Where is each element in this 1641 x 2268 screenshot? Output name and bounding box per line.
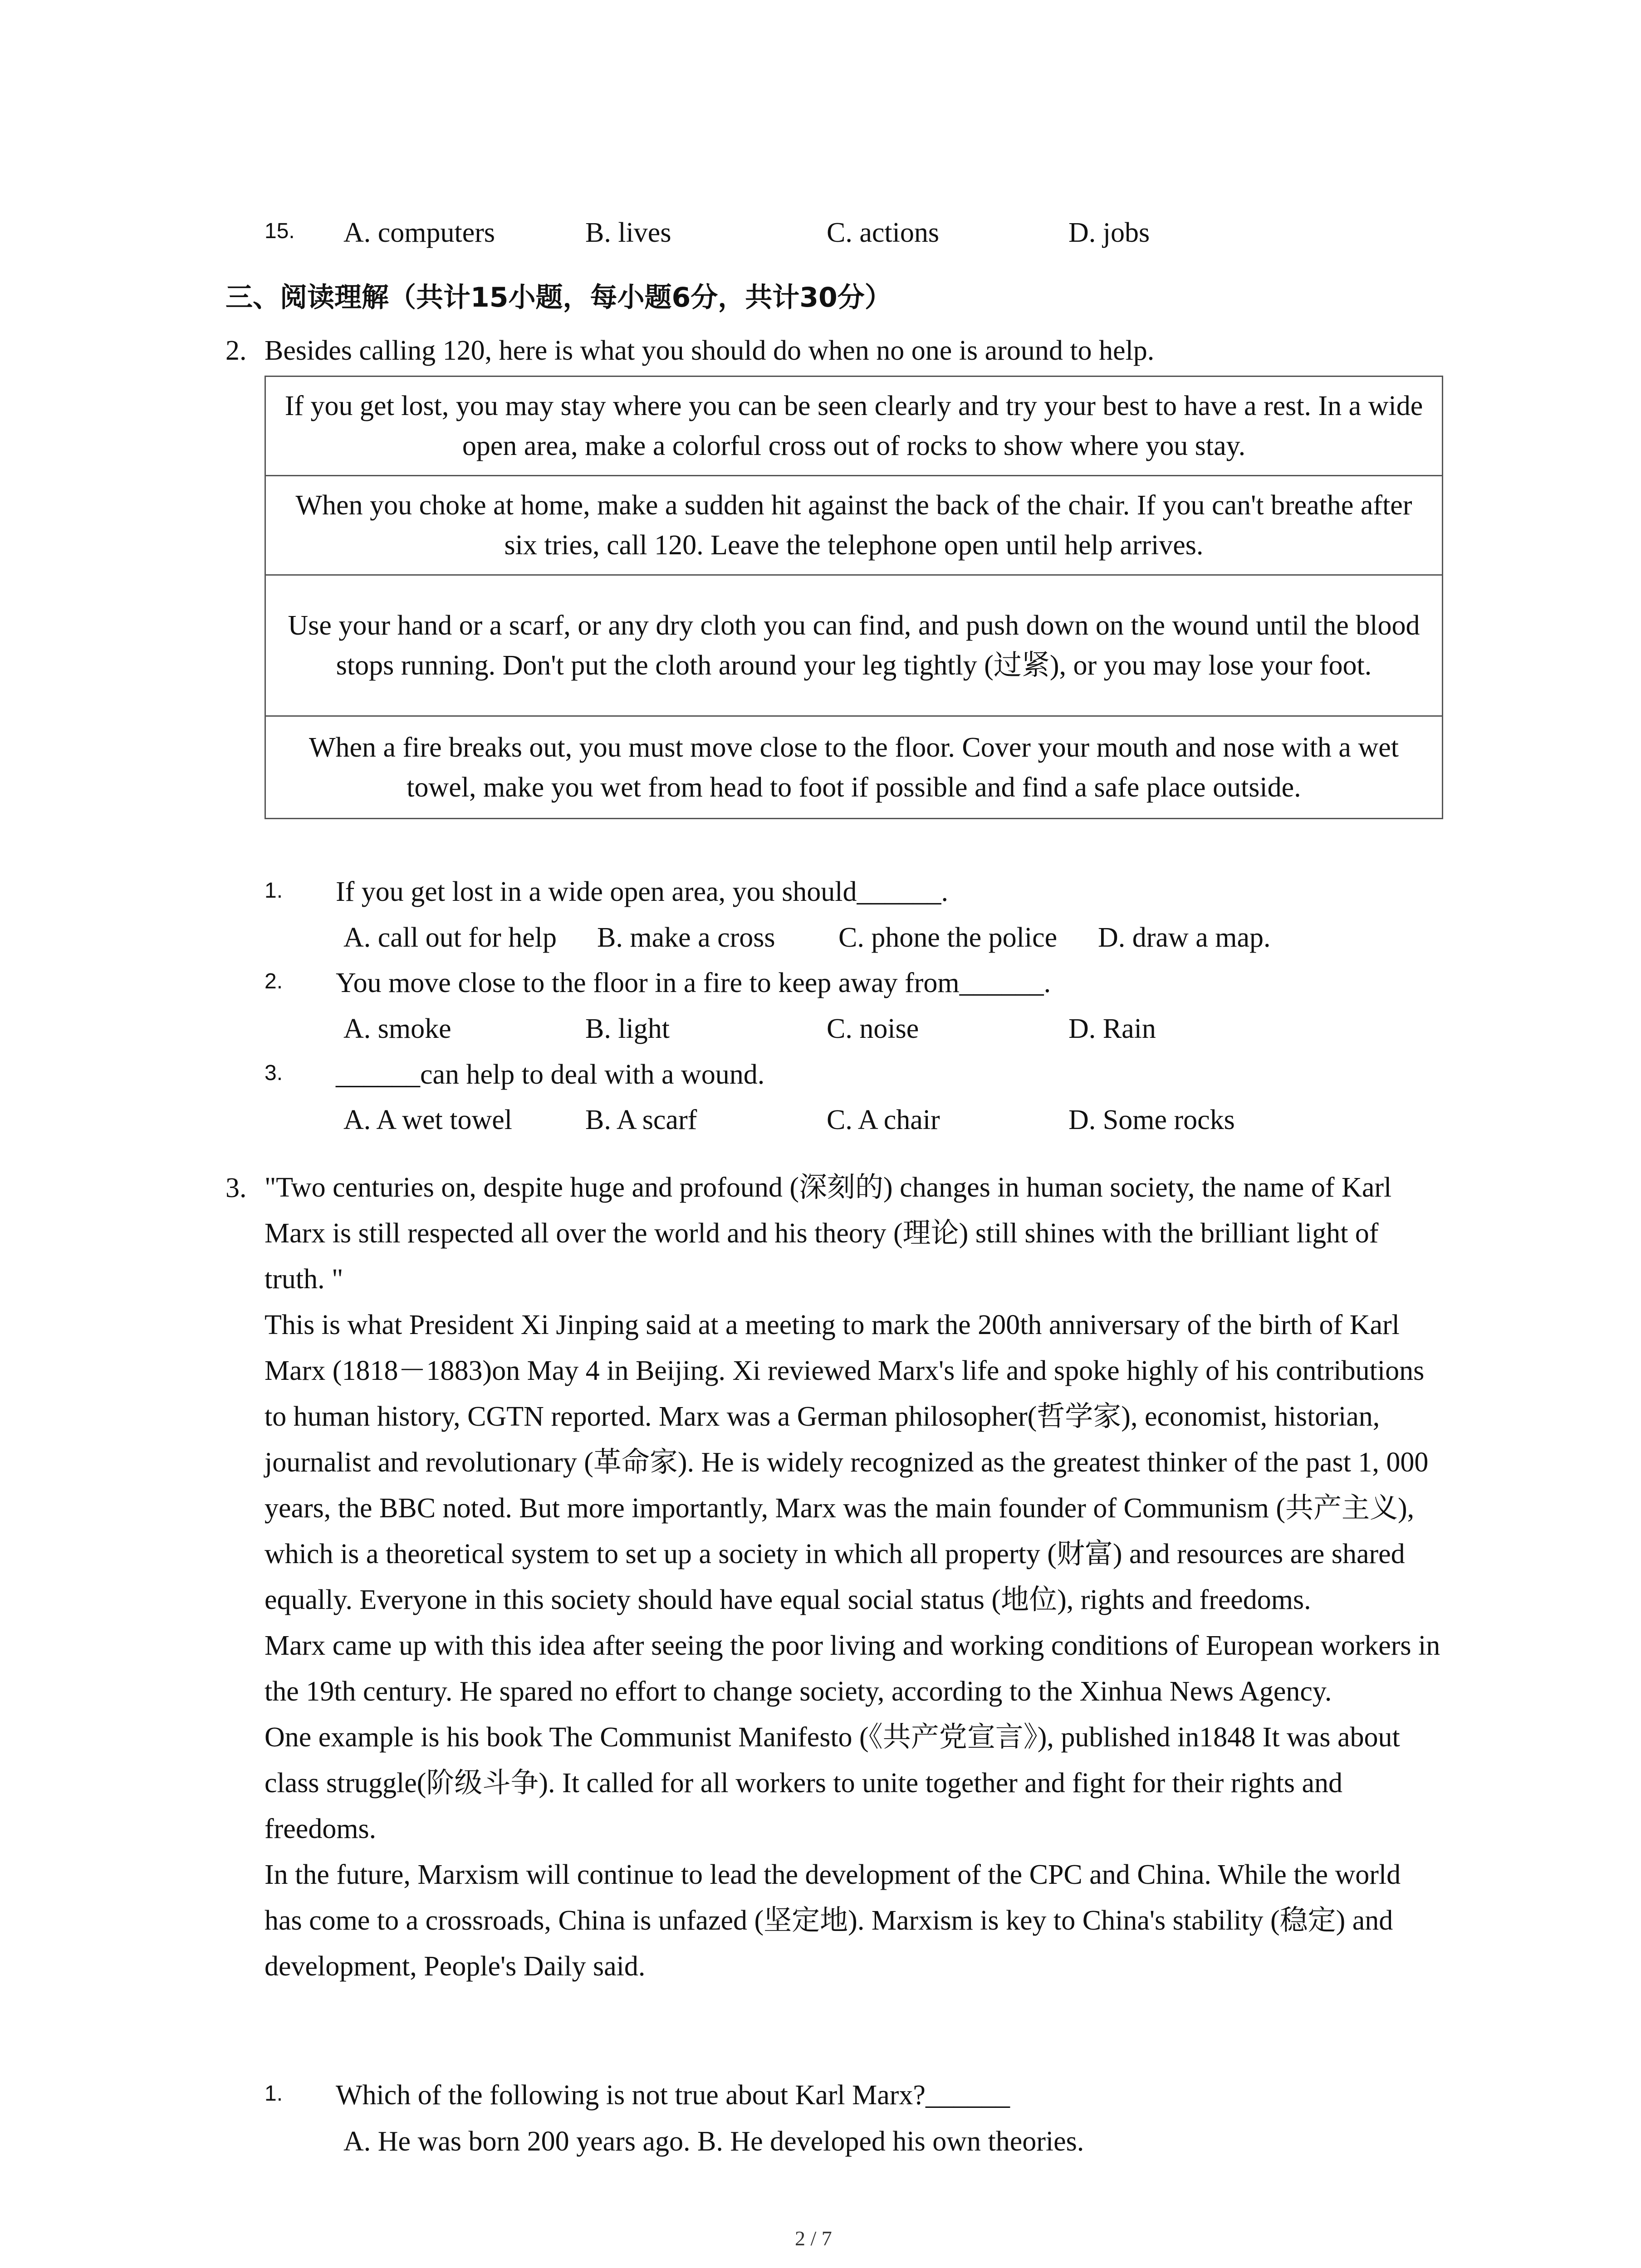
option-a: A. smoke	[343, 1013, 451, 1044]
sub-question-number: 2.	[265, 969, 283, 993]
tip-row	[266, 576, 1442, 717]
passage-paragraph: Marx came up with this idea after seeing the poor living and working conditions of European workers in the 19th century. He spared no effort to change society, according to the Xinhua News Agency.	[265, 1630, 1440, 1707]
option-c: C. noise	[827, 1013, 919, 1044]
option-d: D. Rain	[1068, 1013, 1156, 1044]
tip-text: When you choke at home, make a sudden hit against the back of the chair. If you can't breathe after six tries, call 120. Leave the telephone open until help arrives.	[295, 490, 1412, 561]
option-c: C. actions	[827, 217, 939, 248]
page-number: 2 / 7	[795, 2227, 832, 2250]
option-a: A. A wet towel	[343, 1105, 512, 1135]
tip-row	[266, 717, 1442, 818]
option-b: B. light	[585, 1013, 670, 1044]
sub-question-number: 1.	[265, 879, 283, 903]
passage-paragraph: "Two centuries on, despite huge and profound (深刻的) changes in human society, the name of Karl Marx is still respected all over the world and his theory (理论) still shines with the brilliant light of truth. "	[265, 1172, 1392, 1295]
option-c: C. phone the police	[838, 922, 1058, 953]
tips-table	[265, 376, 1443, 819]
passage-paragraph: In the future, Marxism will continue to lead the development of the CPC and China. While the world has come to a crossroads, China is unfazed (坚定地). Marxism is key to China's stability (稳定) and development, People's Daily said.	[265, 1859, 1401, 1982]
option-a: A. call out for help	[343, 922, 557, 953]
option-b: B. lives	[585, 217, 671, 248]
option-b: B. make a cross	[597, 922, 775, 953]
sub-question-stem: Which of the following is not true about Karl Marx?______	[336, 2080, 1010, 2111]
sub-question-stem: You move close to the floor in a fire to keep away from______.	[336, 968, 1051, 998]
tip-text: When a fire breaks out, you must move close to the floor. Cover your mouth and nose with a wet towel, make you wet from head to foot if possible and find a safe place outside.	[309, 732, 1399, 803]
sub-question-stem: ______can help to deal with a wound.	[336, 1059, 765, 1090]
sub-question-number: 1.	[265, 2082, 283, 2106]
tip-row	[266, 476, 1442, 576]
section-heading: 三、阅读理解（共计15小题，每小题6分，共计30分）	[225, 282, 892, 313]
option-c: C. A chair	[827, 1105, 940, 1135]
option-d: D. jobs	[1068, 217, 1150, 248]
reading-passage	[265, 1165, 1444, 1989]
passage-paragraph: This is what President Xi Jinping said at a meeting to mark the 200th anniversary of the birth of Karl Marx (1818－1883)on May 4 in Beijing. Xi reviewed Marx's life and spoke highly of his contributions to human history, CGTN reported. Marx was a German philosopher(哲学家), economist, historian, journalist and revolutionary (革命家). He is widely recognized as the greatest thinker of the past 1, 000 years, the BBC noted. But more importantly, Marx was the main founder of Communism (共产主义), which is a theoretical system to set up a society in which all property (财富) and resources are shared equally. Everyone in this society should have equal social status (地位), rights and freedoms.	[265, 1310, 1429, 1615]
passage-paragraph: One example is his book The Communist Manifesto (《共产党宣言》), published in1848 It was about class struggle(阶级斗争). It called for all workers to unite together and fight for their rights and freedoms.	[265, 1722, 1400, 1844]
tip-row	[266, 377, 1442, 476]
option-d: D. Some rocks	[1068, 1105, 1235, 1135]
sub-question-number: 3.	[265, 1061, 283, 1085]
tip-text: Use your hand or a scarf, or any dry cloth you can find, and push down on the wound until the blood stops running. Don't put the cloth around your leg tightly (过紧), or you may lose your foot.	[288, 610, 1420, 681]
sub-question-stem: If you get lost in a wide open area, you should______.	[336, 876, 948, 907]
tip-text: If you get lost, you may stay where you can be seen clearly and try your best to have a rest. In a wide open area, make a colorful cross out of rocks to show where you stay.	[284, 391, 1423, 461]
sub-question-options: A. He was born 200 years ago. B. He developed his own theories.	[343, 2126, 1084, 2157]
question-intro: Besides calling 120, here is what you should do when no one is around to help.	[265, 335, 1155, 366]
option-a: A. computers	[343, 217, 495, 248]
question-number: 2.	[225, 335, 247, 366]
option-b: B. A scarf	[585, 1105, 697, 1135]
option-d: D. draw a map.	[1098, 922, 1271, 953]
question-number: 15.	[265, 219, 295, 243]
question-number: 3.	[225, 1173, 247, 1203]
